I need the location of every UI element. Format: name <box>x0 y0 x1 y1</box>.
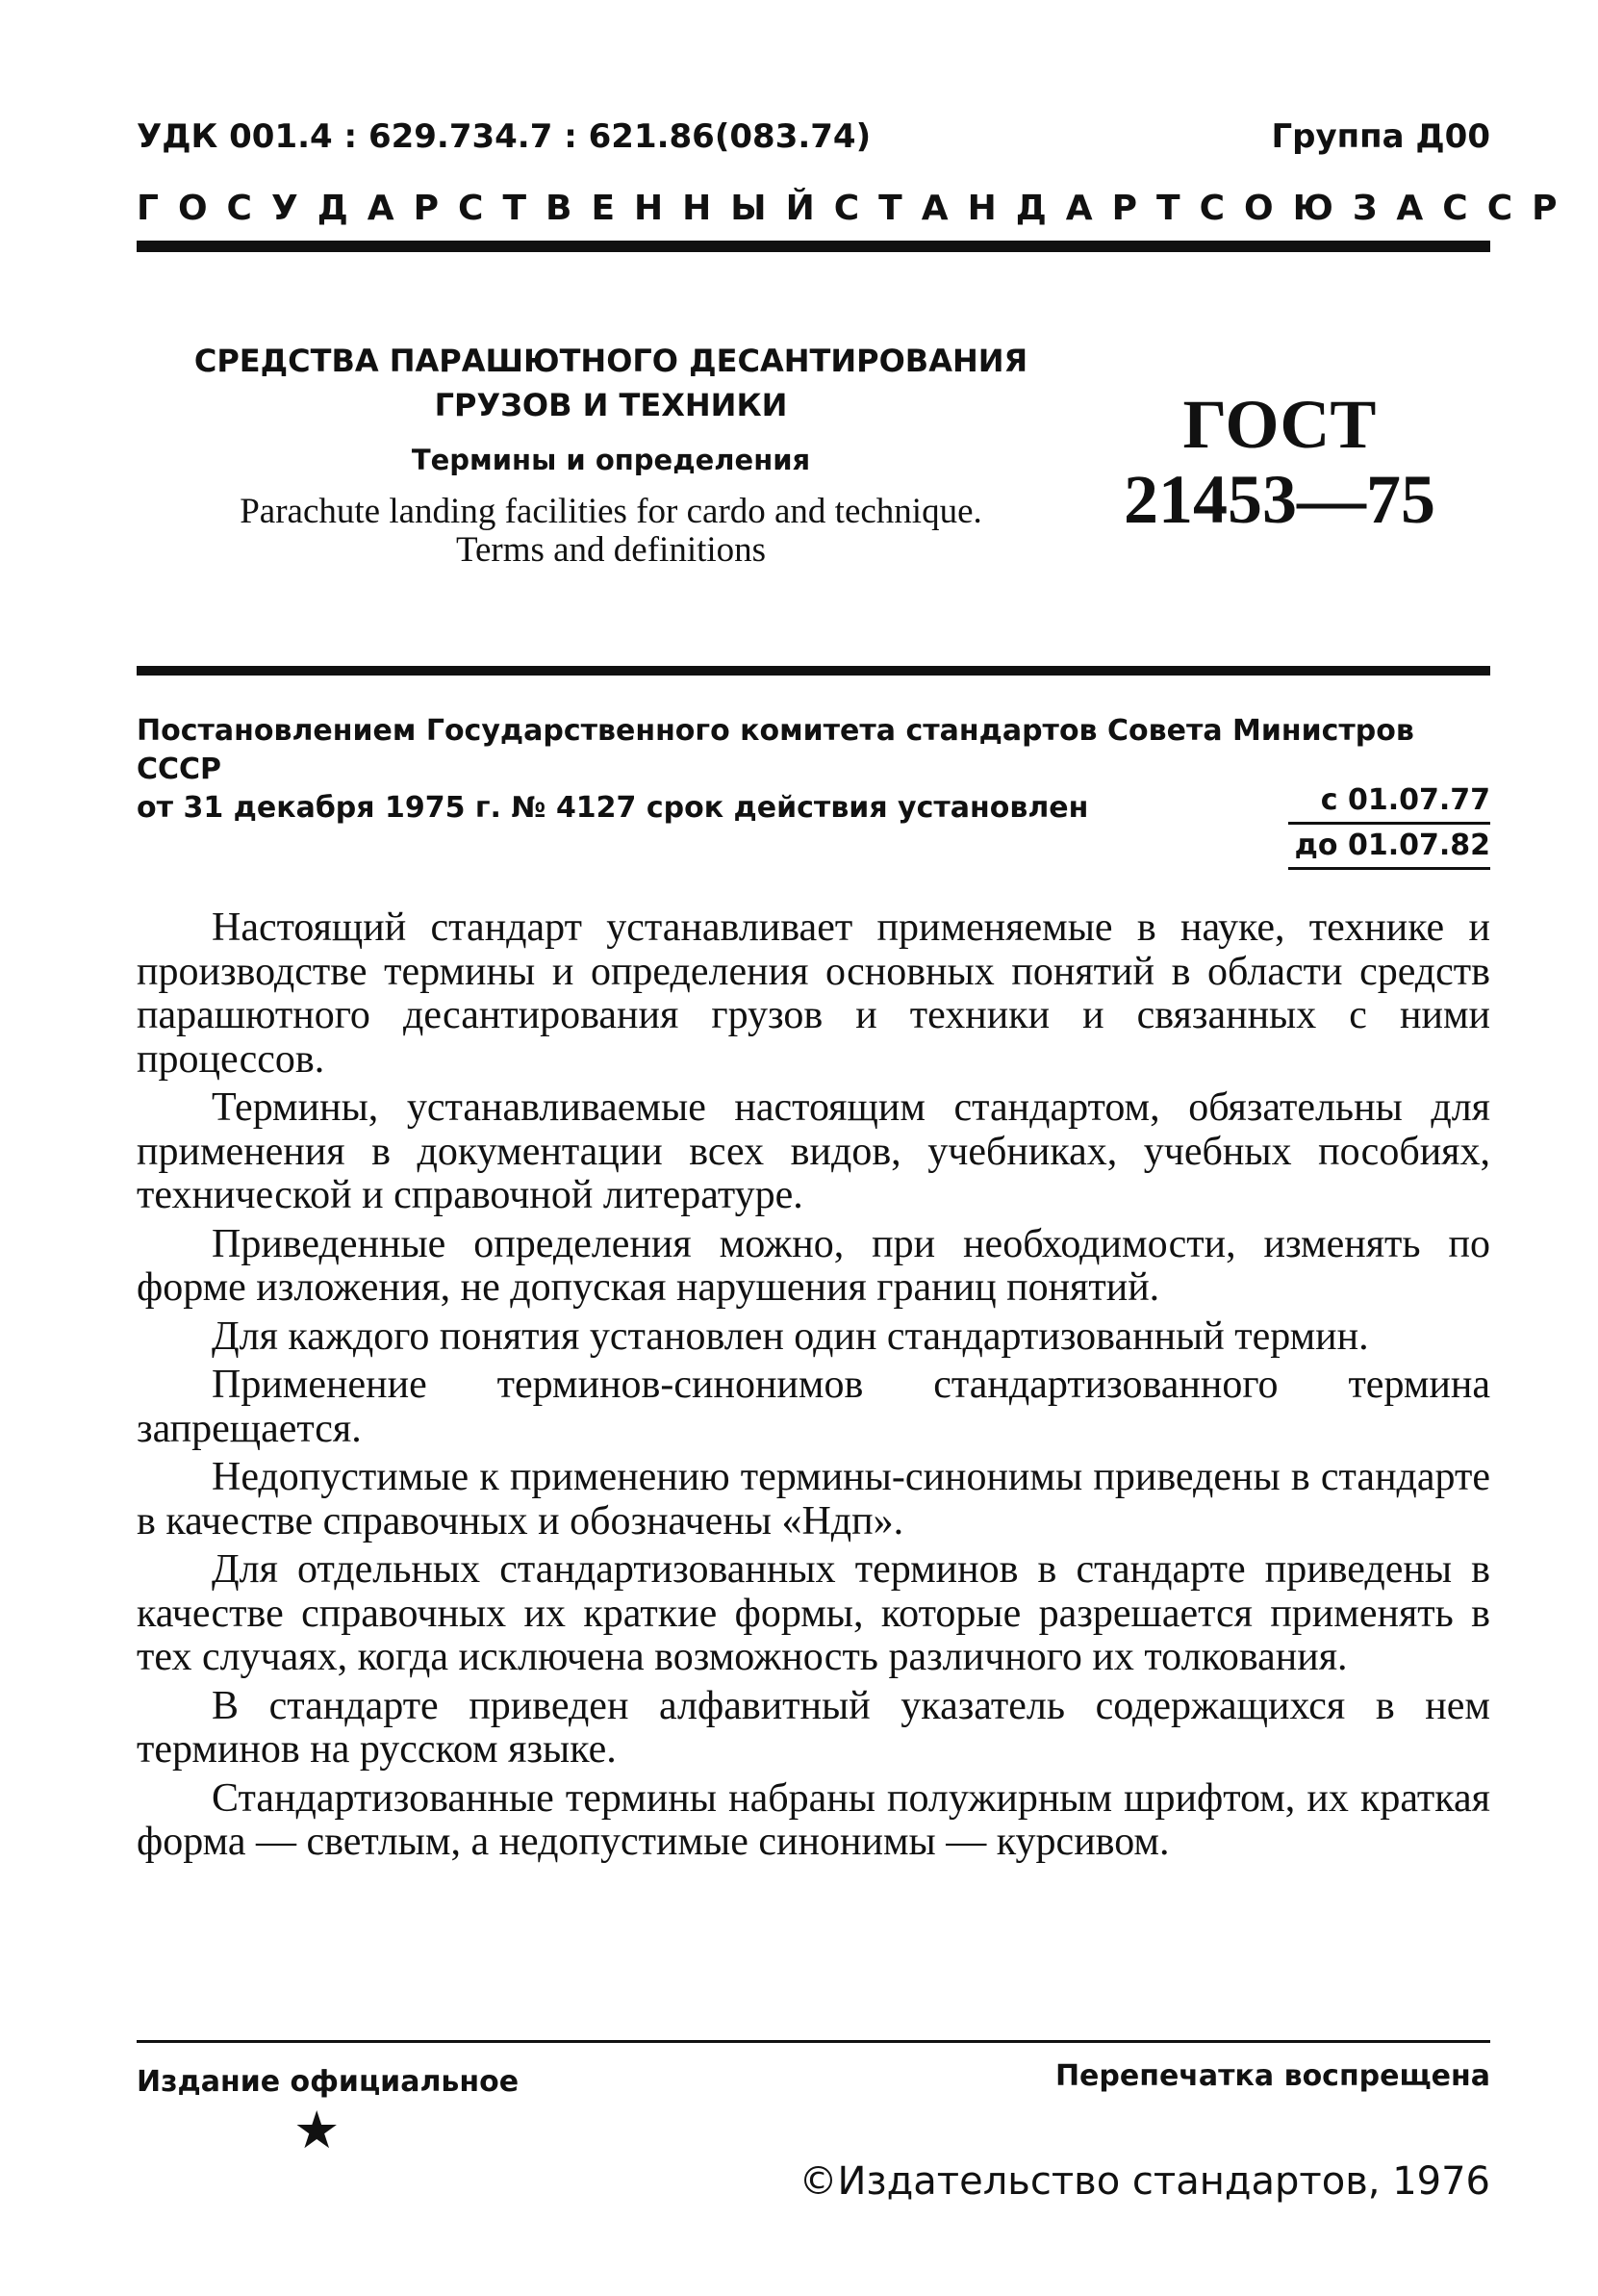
valid-from-date: с 01.07.77 <box>1288 781 1490 825</box>
middle-divider <box>137 666 1490 676</box>
document-subtitle: Термины и определения <box>411 444 811 476</box>
title-line-1: СРЕДСТВА ПАРАШЮТНОГО ДЕСАНТИРОВАНИЯ <box>193 343 1028 379</box>
body-paragraph: Настоящий стандарт устанавливает применяемые в науке, технике и производстве термины и определения основных понятий в области средств парашютного десантирования грузов и техники и связанных с ними процессов. <box>137 906 1490 1082</box>
decree-line-2: от 31 декабря 1975 г. № 4127 срок действия установлен <box>137 791 1089 825</box>
heading-word: СТАНДАРТ <box>833 189 1200 228</box>
body-paragraph: Для отдельных стандартизованных терминов в стандарте приведены в качестве справочных их краткие формы, которые разрешается применять в тех случаях, когда исключена возможность различного их толкования. <box>137 1547 1490 1679</box>
title-line-2: ГРУЗОВ И ТЕХНИКИ <box>434 387 788 423</box>
gost-designation <box>1106 387 1453 537</box>
english-title-line-1: Parachute landing facilities for cardo and technique. <box>240 492 982 531</box>
gost-label: ГОСТ <box>1182 386 1377 463</box>
heading-word: СОЮЗА <box>1199 189 1443 228</box>
validity-dates <box>1288 781 1490 872</box>
gost-number: 21453—75 <box>1124 461 1435 538</box>
heading-word: ГОСУДАРСТВЕННЫЙ <box>137 189 834 228</box>
body-text <box>137 906 1490 1870</box>
copyright-notice: ©Издательство стандартов, 1976 <box>799 2159 1490 2204</box>
body-paragraph: Приведенные определения можно, при необходимости, изменять по форме изложения, не допуская нарушения границ понятий. <box>137 1221 1490 1310</box>
decree-line-1: Постановлением Государственного комитета стандартов Совета Министров СССР <box>137 714 1414 786</box>
star-icon: ★ <box>293 2100 341 2160</box>
top-divider <box>137 241 1490 252</box>
udk-code: УДК 001.4 : 629.734.7 : 621.86(083.74) <box>137 117 872 156</box>
english-title-line-2: Terms and definitions <box>455 530 767 570</box>
valid-to-date: до 01.07.82 <box>1288 827 1490 870</box>
official-edition-label: Издание официальное <box>137 2065 520 2099</box>
body-paragraph: Термины, устанавливаемые настоящим стандартом, обязательны для применения в документации всех видов, учебниках, учебных пособиях, технической и справочной литературе. <box>137 1085 1490 1217</box>
decree-text <box>137 712 1490 828</box>
footer-divider <box>137 2040 1490 2043</box>
body-paragraph: Применение терминов-синонимов стандартизованного термина запрещается. <box>137 1363 1490 1451</box>
state-standard-heading <box>137 189 1577 228</box>
body-paragraph: Недопустимые к применению термины-синонимы приведены в стандарте в качестве справочных и обозначены «Ндп». <box>137 1455 1490 1543</box>
heading-word: ССР <box>1442 189 1577 228</box>
body-paragraph: В стандарте приведен алфавитный указатель содержащихся в нем терминов на русском языке. <box>137 1683 1490 1772</box>
group-code: Группа Д00 <box>1271 117 1490 156</box>
document-title-block <box>154 339 1068 570</box>
body-paragraph: Для каждого понятия установлен один стандартизованный термин. <box>212 1314 1369 1359</box>
body-paragraph: Стандартизованные термины набраны полужирным шрифтом, их краткая форма — светлым, а недопустимые синонимы — курсивом. <box>137 1775 1490 1864</box>
reprint-prohibited-label: Перепечатка воспрещена <box>1054 2059 1490 2093</box>
